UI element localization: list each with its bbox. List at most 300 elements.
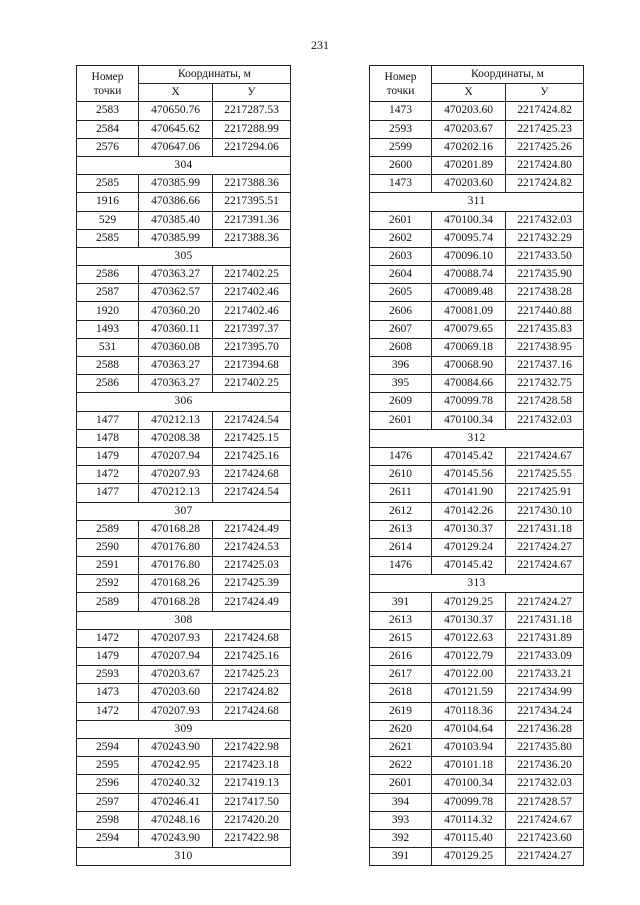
header-x: X xyxy=(432,84,506,102)
table-row xyxy=(370,848,584,866)
x-coordinate-cell: 470100.34 xyxy=(432,411,506,429)
table-row xyxy=(77,175,291,193)
y-coordinate-cell: 2217424.53 xyxy=(213,538,291,556)
x-coordinate-cell: 470168.28 xyxy=(139,520,213,538)
x-coordinate-cell: 470176.80 xyxy=(139,538,213,556)
x-coordinate-cell: 470118.36 xyxy=(432,702,506,720)
x-coordinate-cell: 470089.48 xyxy=(432,284,506,302)
table-row xyxy=(370,466,584,484)
y-coordinate-cell: 2217431.18 xyxy=(506,520,584,538)
y-coordinate-cell: 2217397.37 xyxy=(213,320,291,338)
point-number-cell: 393 xyxy=(370,811,432,829)
y-coordinate-cell: 2217424.27 xyxy=(506,593,584,611)
point-number-cell: 2616 xyxy=(370,648,432,666)
point-number-cell: 2601 xyxy=(370,775,432,793)
y-coordinate-cell: 2217394.68 xyxy=(213,357,291,375)
section-row xyxy=(77,611,291,629)
x-coordinate-cell: 470142.26 xyxy=(432,502,506,520)
table-row xyxy=(370,593,584,611)
point-number-cell: 2620 xyxy=(370,720,432,738)
x-coordinate-cell: 470129.25 xyxy=(432,593,506,611)
y-coordinate-cell: 2217424.49 xyxy=(213,593,291,611)
x-coordinate-cell: 470088.74 xyxy=(432,266,506,284)
y-coordinate-cell: 2217425.23 xyxy=(506,120,584,138)
section-row xyxy=(370,193,584,211)
x-coordinate-cell: 470363.27 xyxy=(139,357,213,375)
point-number-cell: 1472 xyxy=(77,702,139,720)
table-row xyxy=(77,266,291,284)
table-row xyxy=(77,484,291,502)
table-row xyxy=(370,393,584,411)
table-row xyxy=(77,302,291,320)
y-coordinate-cell: 2217424.82 xyxy=(506,175,584,193)
point-number-cell: 2600 xyxy=(370,156,432,174)
table-row xyxy=(370,229,584,247)
y-coordinate-cell: 2217425.03 xyxy=(213,557,291,575)
x-coordinate-cell: 470079.65 xyxy=(432,320,506,338)
x-coordinate-cell: 470130.37 xyxy=(432,520,506,538)
x-coordinate-cell: 470099.78 xyxy=(432,793,506,811)
y-coordinate-cell: 2217391.36 xyxy=(213,211,291,229)
y-coordinate-cell: 2217425.23 xyxy=(213,666,291,684)
point-number-cell: 2604 xyxy=(370,266,432,284)
table-row xyxy=(370,738,584,756)
header-coordinates: Координаты, м xyxy=(432,66,584,84)
y-coordinate-cell: 2217433.09 xyxy=(506,648,584,666)
y-coordinate-cell: 2217388.36 xyxy=(213,229,291,247)
y-coordinate-cell: 2217436.20 xyxy=(506,757,584,775)
y-coordinate-cell: 2217434.99 xyxy=(506,684,584,702)
point-number-cell: 2597 xyxy=(77,793,139,811)
point-number-cell: 2621 xyxy=(370,738,432,756)
section-row xyxy=(77,156,291,174)
y-coordinate-cell: 2217431.18 xyxy=(506,611,584,629)
table-row xyxy=(370,447,584,465)
y-coordinate-cell: 2217425.16 xyxy=(213,648,291,666)
section-row xyxy=(370,429,584,447)
y-coordinate-cell: 2217402.25 xyxy=(213,375,291,393)
header-x: X xyxy=(139,84,213,102)
y-coordinate-cell: 2217419.13 xyxy=(213,775,291,793)
y-coordinate-cell: 2217428.58 xyxy=(506,393,584,411)
table-row xyxy=(77,629,291,647)
table-row xyxy=(77,211,291,229)
section-number: 304 xyxy=(77,156,291,174)
y-coordinate-cell: 2217425.16 xyxy=(213,447,291,465)
y-coordinate-cell: 2217425.39 xyxy=(213,575,291,593)
x-coordinate-cell: 470246.41 xyxy=(139,793,213,811)
table-row xyxy=(370,829,584,847)
point-number-cell: 2594 xyxy=(77,738,139,756)
x-coordinate-cell: 470104.64 xyxy=(432,720,506,738)
y-coordinate-cell: 2217424.82 xyxy=(213,684,291,702)
x-coordinate-cell: 470121.59 xyxy=(432,684,506,702)
table-row xyxy=(77,520,291,538)
table-row xyxy=(77,829,291,847)
x-coordinate-cell: 470068.90 xyxy=(432,357,506,375)
x-coordinate-cell: 470122.79 xyxy=(432,648,506,666)
y-coordinate-cell: 2217395.51 xyxy=(213,193,291,211)
point-number-cell: 2594 xyxy=(77,829,139,847)
point-number-cell: 2622 xyxy=(370,757,432,775)
point-number-cell: 2586 xyxy=(77,266,139,284)
point-number-cell: 1473 xyxy=(370,175,432,193)
x-coordinate-cell: 470099.78 xyxy=(432,393,506,411)
y-coordinate-cell: 2217424.27 xyxy=(506,538,584,556)
section-number: 310 xyxy=(77,848,291,866)
point-number-cell: 1476 xyxy=(370,557,432,575)
x-coordinate-cell: 470129.25 xyxy=(432,848,506,866)
table-row xyxy=(77,102,291,120)
x-coordinate-cell: 470129.24 xyxy=(432,538,506,556)
point-number-cell: 2593 xyxy=(370,120,432,138)
point-number-cell: 1477 xyxy=(77,484,139,502)
section-number: 308 xyxy=(77,611,291,629)
table-body-right xyxy=(370,102,584,866)
point-number-cell: 1493 xyxy=(77,320,139,338)
point-number-cell: 2585 xyxy=(77,175,139,193)
x-coordinate-cell: 470168.26 xyxy=(139,575,213,593)
point-number-cell: 2588 xyxy=(77,357,139,375)
header-y: У xyxy=(506,84,584,102)
table-row xyxy=(77,575,291,593)
point-number-cell: 2589 xyxy=(77,593,139,611)
point-number-cell: 2610 xyxy=(370,466,432,484)
table-row xyxy=(370,484,584,502)
coordinates-table-left xyxy=(76,65,291,866)
x-coordinate-cell: 470212.13 xyxy=(139,484,213,502)
x-coordinate-cell: 470207.93 xyxy=(139,702,213,720)
y-coordinate-cell: 2217428.57 xyxy=(506,793,584,811)
point-number-cell: 2601 xyxy=(370,411,432,429)
y-coordinate-cell: 2217433.21 xyxy=(506,666,584,684)
table-row xyxy=(77,648,291,666)
point-number-cell: 1916 xyxy=(77,193,139,211)
table-row xyxy=(370,247,584,265)
point-number-cell: 1479 xyxy=(77,447,139,465)
x-coordinate-cell: 470650.76 xyxy=(139,102,213,120)
point-number-cell: 531 xyxy=(77,338,139,356)
table-row xyxy=(370,411,584,429)
table-row xyxy=(77,702,291,720)
x-coordinate-cell: 470363.27 xyxy=(139,375,213,393)
header-point-number: Номер точки xyxy=(77,66,139,102)
y-coordinate-cell: 2217402.46 xyxy=(213,302,291,320)
x-coordinate-cell: 470069.18 xyxy=(432,338,506,356)
table-row xyxy=(77,466,291,484)
section-row xyxy=(77,848,291,866)
x-coordinate-cell: 470084.66 xyxy=(432,375,506,393)
y-coordinate-cell: 2217424.54 xyxy=(213,411,291,429)
coordinates-table-right xyxy=(369,65,584,866)
point-number-cell: 2598 xyxy=(77,811,139,829)
table-row xyxy=(370,357,584,375)
y-coordinate-cell: 2217420.20 xyxy=(213,811,291,829)
table-row xyxy=(77,375,291,393)
section-row xyxy=(77,393,291,411)
point-number-cell: 2576 xyxy=(77,138,139,156)
table-row xyxy=(370,302,584,320)
x-coordinate-cell: 470203.67 xyxy=(139,666,213,684)
y-coordinate-cell: 2217424.68 xyxy=(213,466,291,484)
table-row xyxy=(77,793,291,811)
point-number-cell: 2606 xyxy=(370,302,432,320)
table-row xyxy=(370,284,584,302)
header-y: У xyxy=(213,84,291,102)
point-number-cell: 1476 xyxy=(370,447,432,465)
x-coordinate-cell: 470201.89 xyxy=(432,156,506,174)
table-row xyxy=(77,557,291,575)
table-row xyxy=(370,211,584,229)
section-number: 307 xyxy=(77,502,291,520)
point-number-cell: 1472 xyxy=(77,629,139,647)
table-row xyxy=(370,684,584,702)
table-row xyxy=(370,502,584,520)
y-coordinate-cell: 2217425.55 xyxy=(506,466,584,484)
point-number-cell: 391 xyxy=(370,848,432,866)
point-number-cell: 2617 xyxy=(370,666,432,684)
x-coordinate-cell: 470202.16 xyxy=(432,138,506,156)
table-row xyxy=(370,611,584,629)
table-row xyxy=(77,447,291,465)
y-coordinate-cell: 2217424.27 xyxy=(506,848,584,866)
x-coordinate-cell: 470243.90 xyxy=(139,738,213,756)
x-coordinate-cell: 470360.08 xyxy=(139,338,213,356)
point-number-cell: 2614 xyxy=(370,538,432,556)
table-row xyxy=(77,120,291,138)
point-number-cell: 394 xyxy=(370,793,432,811)
table-row xyxy=(370,793,584,811)
y-coordinate-cell: 2217423.60 xyxy=(506,829,584,847)
x-coordinate-cell: 470207.93 xyxy=(139,466,213,484)
section-number: 309 xyxy=(77,720,291,738)
y-coordinate-cell: 2217417.50 xyxy=(213,793,291,811)
x-coordinate-cell: 470362.57 xyxy=(139,284,213,302)
table-row xyxy=(370,175,584,193)
point-number-cell: 1920 xyxy=(77,302,139,320)
table-row xyxy=(370,720,584,738)
table-row xyxy=(370,120,584,138)
x-coordinate-cell: 470115.40 xyxy=(432,829,506,847)
table-row xyxy=(77,429,291,447)
point-number-cell: 1473 xyxy=(370,102,432,120)
point-number-cell: 2584 xyxy=(77,120,139,138)
table-row xyxy=(77,338,291,356)
y-coordinate-cell: 2217424.67 xyxy=(506,447,584,465)
y-coordinate-cell: 2217435.80 xyxy=(506,738,584,756)
x-coordinate-cell: 470176.80 xyxy=(139,557,213,575)
y-coordinate-cell: 2217424.80 xyxy=(506,156,584,174)
table-row xyxy=(77,229,291,247)
section-number: 306 xyxy=(77,393,291,411)
y-coordinate-cell: 2217435.90 xyxy=(506,266,584,284)
x-coordinate-cell: 470360.20 xyxy=(139,302,213,320)
y-coordinate-cell: 2217432.03 xyxy=(506,411,584,429)
y-coordinate-cell: 2217440.88 xyxy=(506,302,584,320)
table-row xyxy=(77,284,291,302)
y-coordinate-cell: 2217288.99 xyxy=(213,120,291,138)
x-coordinate-cell: 470645.62 xyxy=(139,120,213,138)
point-number-cell: 2609 xyxy=(370,393,432,411)
y-coordinate-cell: 2217436.28 xyxy=(506,720,584,738)
x-coordinate-cell: 470100.34 xyxy=(432,211,506,229)
x-coordinate-cell: 470203.67 xyxy=(432,120,506,138)
point-number-cell: 2613 xyxy=(370,520,432,538)
section-number: 313 xyxy=(370,575,584,593)
y-coordinate-cell: 2217424.49 xyxy=(213,520,291,538)
x-coordinate-cell: 470242.95 xyxy=(139,757,213,775)
table-row xyxy=(370,757,584,775)
y-coordinate-cell: 2217388.36 xyxy=(213,175,291,193)
table-row xyxy=(370,557,584,575)
y-coordinate-cell: 2217433.50 xyxy=(506,247,584,265)
x-coordinate-cell: 470100.34 xyxy=(432,775,506,793)
section-number: 305 xyxy=(77,247,291,265)
point-number-cell: 2592 xyxy=(77,575,139,593)
x-coordinate-cell: 470203.60 xyxy=(139,684,213,702)
y-coordinate-cell: 2217422.98 xyxy=(213,829,291,847)
y-coordinate-cell: 2217424.82 xyxy=(506,102,584,120)
y-coordinate-cell: 2217432.03 xyxy=(506,775,584,793)
table-row xyxy=(370,320,584,338)
point-number-cell: 2595 xyxy=(77,757,139,775)
point-number-cell: 2615 xyxy=(370,629,432,647)
y-coordinate-cell: 2217425.91 xyxy=(506,484,584,502)
table-row xyxy=(77,193,291,211)
x-coordinate-cell: 470207.94 xyxy=(139,648,213,666)
point-number-cell: 2613 xyxy=(370,611,432,629)
table-row xyxy=(370,156,584,174)
page-number: 231 xyxy=(311,38,329,52)
x-coordinate-cell: 470168.28 xyxy=(139,593,213,611)
x-coordinate-cell: 470240.32 xyxy=(139,775,213,793)
y-coordinate-cell: 2217434.24 xyxy=(506,702,584,720)
y-coordinate-cell: 2217424.68 xyxy=(213,702,291,720)
point-number-cell: 1473 xyxy=(77,684,139,702)
table-row xyxy=(370,648,584,666)
x-coordinate-cell: 470145.56 xyxy=(432,466,506,484)
point-number-cell: 2593 xyxy=(77,666,139,684)
point-number-cell: 395 xyxy=(370,375,432,393)
point-number-cell: 2587 xyxy=(77,284,139,302)
x-coordinate-cell: 470122.00 xyxy=(432,666,506,684)
y-coordinate-cell: 2217432.03 xyxy=(506,211,584,229)
point-number-cell: 391 xyxy=(370,593,432,611)
y-coordinate-cell: 2217438.28 xyxy=(506,284,584,302)
table-row xyxy=(77,138,291,156)
table-row xyxy=(77,738,291,756)
x-coordinate-cell: 470103.94 xyxy=(432,738,506,756)
y-coordinate-cell: 2217423.18 xyxy=(213,757,291,775)
y-coordinate-cell: 2217432.29 xyxy=(506,229,584,247)
x-coordinate-cell: 470207.93 xyxy=(139,629,213,647)
header-coordinates: Координаты, м xyxy=(139,66,291,84)
point-number-cell: 529 xyxy=(77,211,139,229)
x-coordinate-cell: 470248.16 xyxy=(139,811,213,829)
x-coordinate-cell: 470360.11 xyxy=(139,320,213,338)
point-number-cell: 2612 xyxy=(370,502,432,520)
y-coordinate-cell: 2217424.68 xyxy=(213,629,291,647)
y-coordinate-cell: 2217425.26 xyxy=(506,138,584,156)
table-row xyxy=(370,102,584,120)
x-coordinate-cell: 470208.38 xyxy=(139,429,213,447)
y-coordinate-cell: 2217431.89 xyxy=(506,629,584,647)
x-coordinate-cell: 470122.63 xyxy=(432,629,506,647)
point-number-cell: 2619 xyxy=(370,702,432,720)
table-row xyxy=(77,775,291,793)
section-number: 311 xyxy=(370,193,584,211)
y-coordinate-cell: 2217395.70 xyxy=(213,338,291,356)
x-coordinate-cell: 470212.13 xyxy=(139,411,213,429)
point-number-cell: 2607 xyxy=(370,320,432,338)
x-coordinate-cell: 470385.40 xyxy=(139,211,213,229)
point-number-cell: 2590 xyxy=(77,538,139,556)
y-coordinate-cell: 2217287.53 xyxy=(213,102,291,120)
point-number-cell: 392 xyxy=(370,829,432,847)
table-row xyxy=(77,320,291,338)
table-body-left xyxy=(77,102,291,866)
section-row xyxy=(370,575,584,593)
y-coordinate-cell: 2217438.95 xyxy=(506,338,584,356)
table-row xyxy=(77,757,291,775)
point-number-cell: 1479 xyxy=(77,648,139,666)
y-coordinate-cell: 2217294.06 xyxy=(213,138,291,156)
table-row xyxy=(370,811,584,829)
y-coordinate-cell: 2217422.98 xyxy=(213,738,291,756)
table-row xyxy=(77,357,291,375)
section-row xyxy=(77,247,291,265)
table-row xyxy=(370,138,584,156)
table-row xyxy=(370,375,584,393)
y-coordinate-cell: 2217432.75 xyxy=(506,375,584,393)
point-number-cell: 2603 xyxy=(370,247,432,265)
x-coordinate-cell: 470141.90 xyxy=(432,484,506,502)
x-coordinate-cell: 470145.42 xyxy=(432,557,506,575)
point-number-cell: 2585 xyxy=(77,229,139,247)
x-coordinate-cell: 470203.60 xyxy=(432,175,506,193)
point-number-cell: 2596 xyxy=(77,775,139,793)
x-coordinate-cell: 470203.60 xyxy=(432,102,506,120)
x-coordinate-cell: 470095.74 xyxy=(432,229,506,247)
table-row xyxy=(370,629,584,647)
point-number-cell: 2602 xyxy=(370,229,432,247)
point-number-cell: 2589 xyxy=(77,520,139,538)
y-coordinate-cell: 2217437.16 xyxy=(506,357,584,375)
table-row xyxy=(77,411,291,429)
section-number: 312 xyxy=(370,429,584,447)
table-row xyxy=(77,811,291,829)
table-row xyxy=(370,338,584,356)
y-coordinate-cell: 2217425.15 xyxy=(213,429,291,447)
point-number-cell: 1472 xyxy=(77,466,139,484)
x-coordinate-cell: 470081.09 xyxy=(432,302,506,320)
point-number-cell: 2586 xyxy=(77,375,139,393)
header-point-number: Номер точки xyxy=(370,66,432,102)
x-coordinate-cell: 470243.90 xyxy=(139,829,213,847)
section-row xyxy=(77,502,291,520)
x-coordinate-cell: 470386.66 xyxy=(139,193,213,211)
point-number-cell: 2611 xyxy=(370,484,432,502)
table-row xyxy=(370,666,584,684)
x-coordinate-cell: 470130.37 xyxy=(432,611,506,629)
point-number-cell: 2605 xyxy=(370,284,432,302)
table-row xyxy=(370,266,584,284)
table-row xyxy=(370,702,584,720)
point-number-cell: 2608 xyxy=(370,338,432,356)
point-number-cell: 396 xyxy=(370,357,432,375)
table-row xyxy=(77,666,291,684)
x-coordinate-cell: 470114.32 xyxy=(432,811,506,829)
